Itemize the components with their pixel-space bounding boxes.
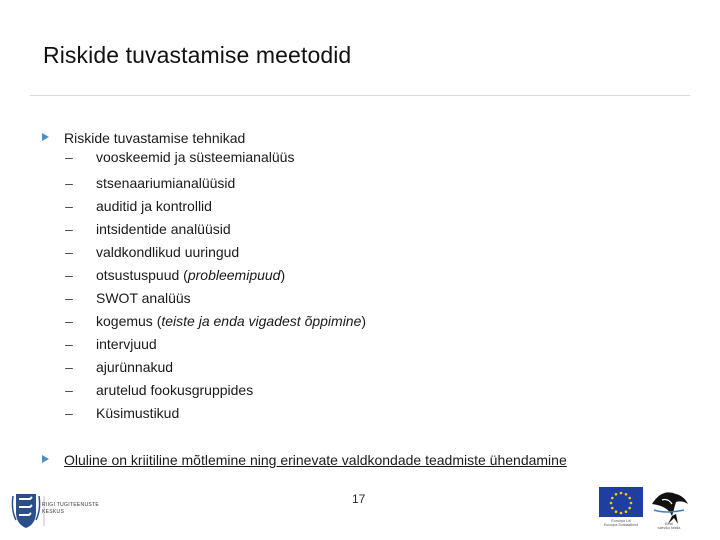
sub-item-text: stsenaariumianalüüsid [96,175,236,191]
dash-icon: – [65,175,73,191]
left-logo-caption: RIIGI TUGITEENUSTE KESKUS [42,502,99,515]
dash-icon: – [65,244,73,260]
sub-item-text: intervjuud [96,336,157,352]
dash-icon: – [65,359,73,375]
eu-logo-caption: Euroopa Liit Euroopa Sotsiaalfond [603,519,639,527]
sub-item-text: kogemus (teiste ja enda vigadest õppimine) [96,313,367,329]
dash-icon: – [65,336,73,352]
sub-item-text: otsustuspuud (probleemipuud) [96,267,286,283]
sub-item-text: intsidentide analüüsid [96,221,231,237]
dash-icon: – [65,405,73,421]
sub-item-text: Küsimustikud [96,405,180,421]
triangle-right-icon [42,133,49,141]
sub-item-text: arutelud fookusgruppides [96,382,254,398]
sub-item-text: SWOT analüüs [96,290,191,306]
title-divider [30,95,690,96]
ee-logo-caption: Eesti tuleviku heaks [657,522,681,530]
sub-item-text: ajurünnakud [96,359,174,375]
triangle-right-icon [42,455,49,463]
dash-icon: – [65,382,73,398]
sub-item-text: valdkondlikud uuringud [96,244,240,260]
bullet-text: Oluline on kriitiline mõtlemine ning erinevate valdkondade teadmiste ühendamine [64,452,567,468]
page-number: 17 [352,492,366,506]
dash-icon: – [65,221,73,237]
dash-icon: – [65,198,73,214]
sub-item-text: vooskeemid ja süsteemianalüüs [96,149,295,165]
slide-title: Riskide tuvastamise meetodid [43,42,352,68]
dash-icon: – [65,149,73,165]
sub-item-text: auditid ja kontrollid [96,198,212,214]
dash-icon: – [65,267,73,283]
dash-icon: – [65,313,73,329]
dash-icon: – [65,290,73,306]
bullet-text: Riskide tuvastamise tehnikad [64,130,246,146]
